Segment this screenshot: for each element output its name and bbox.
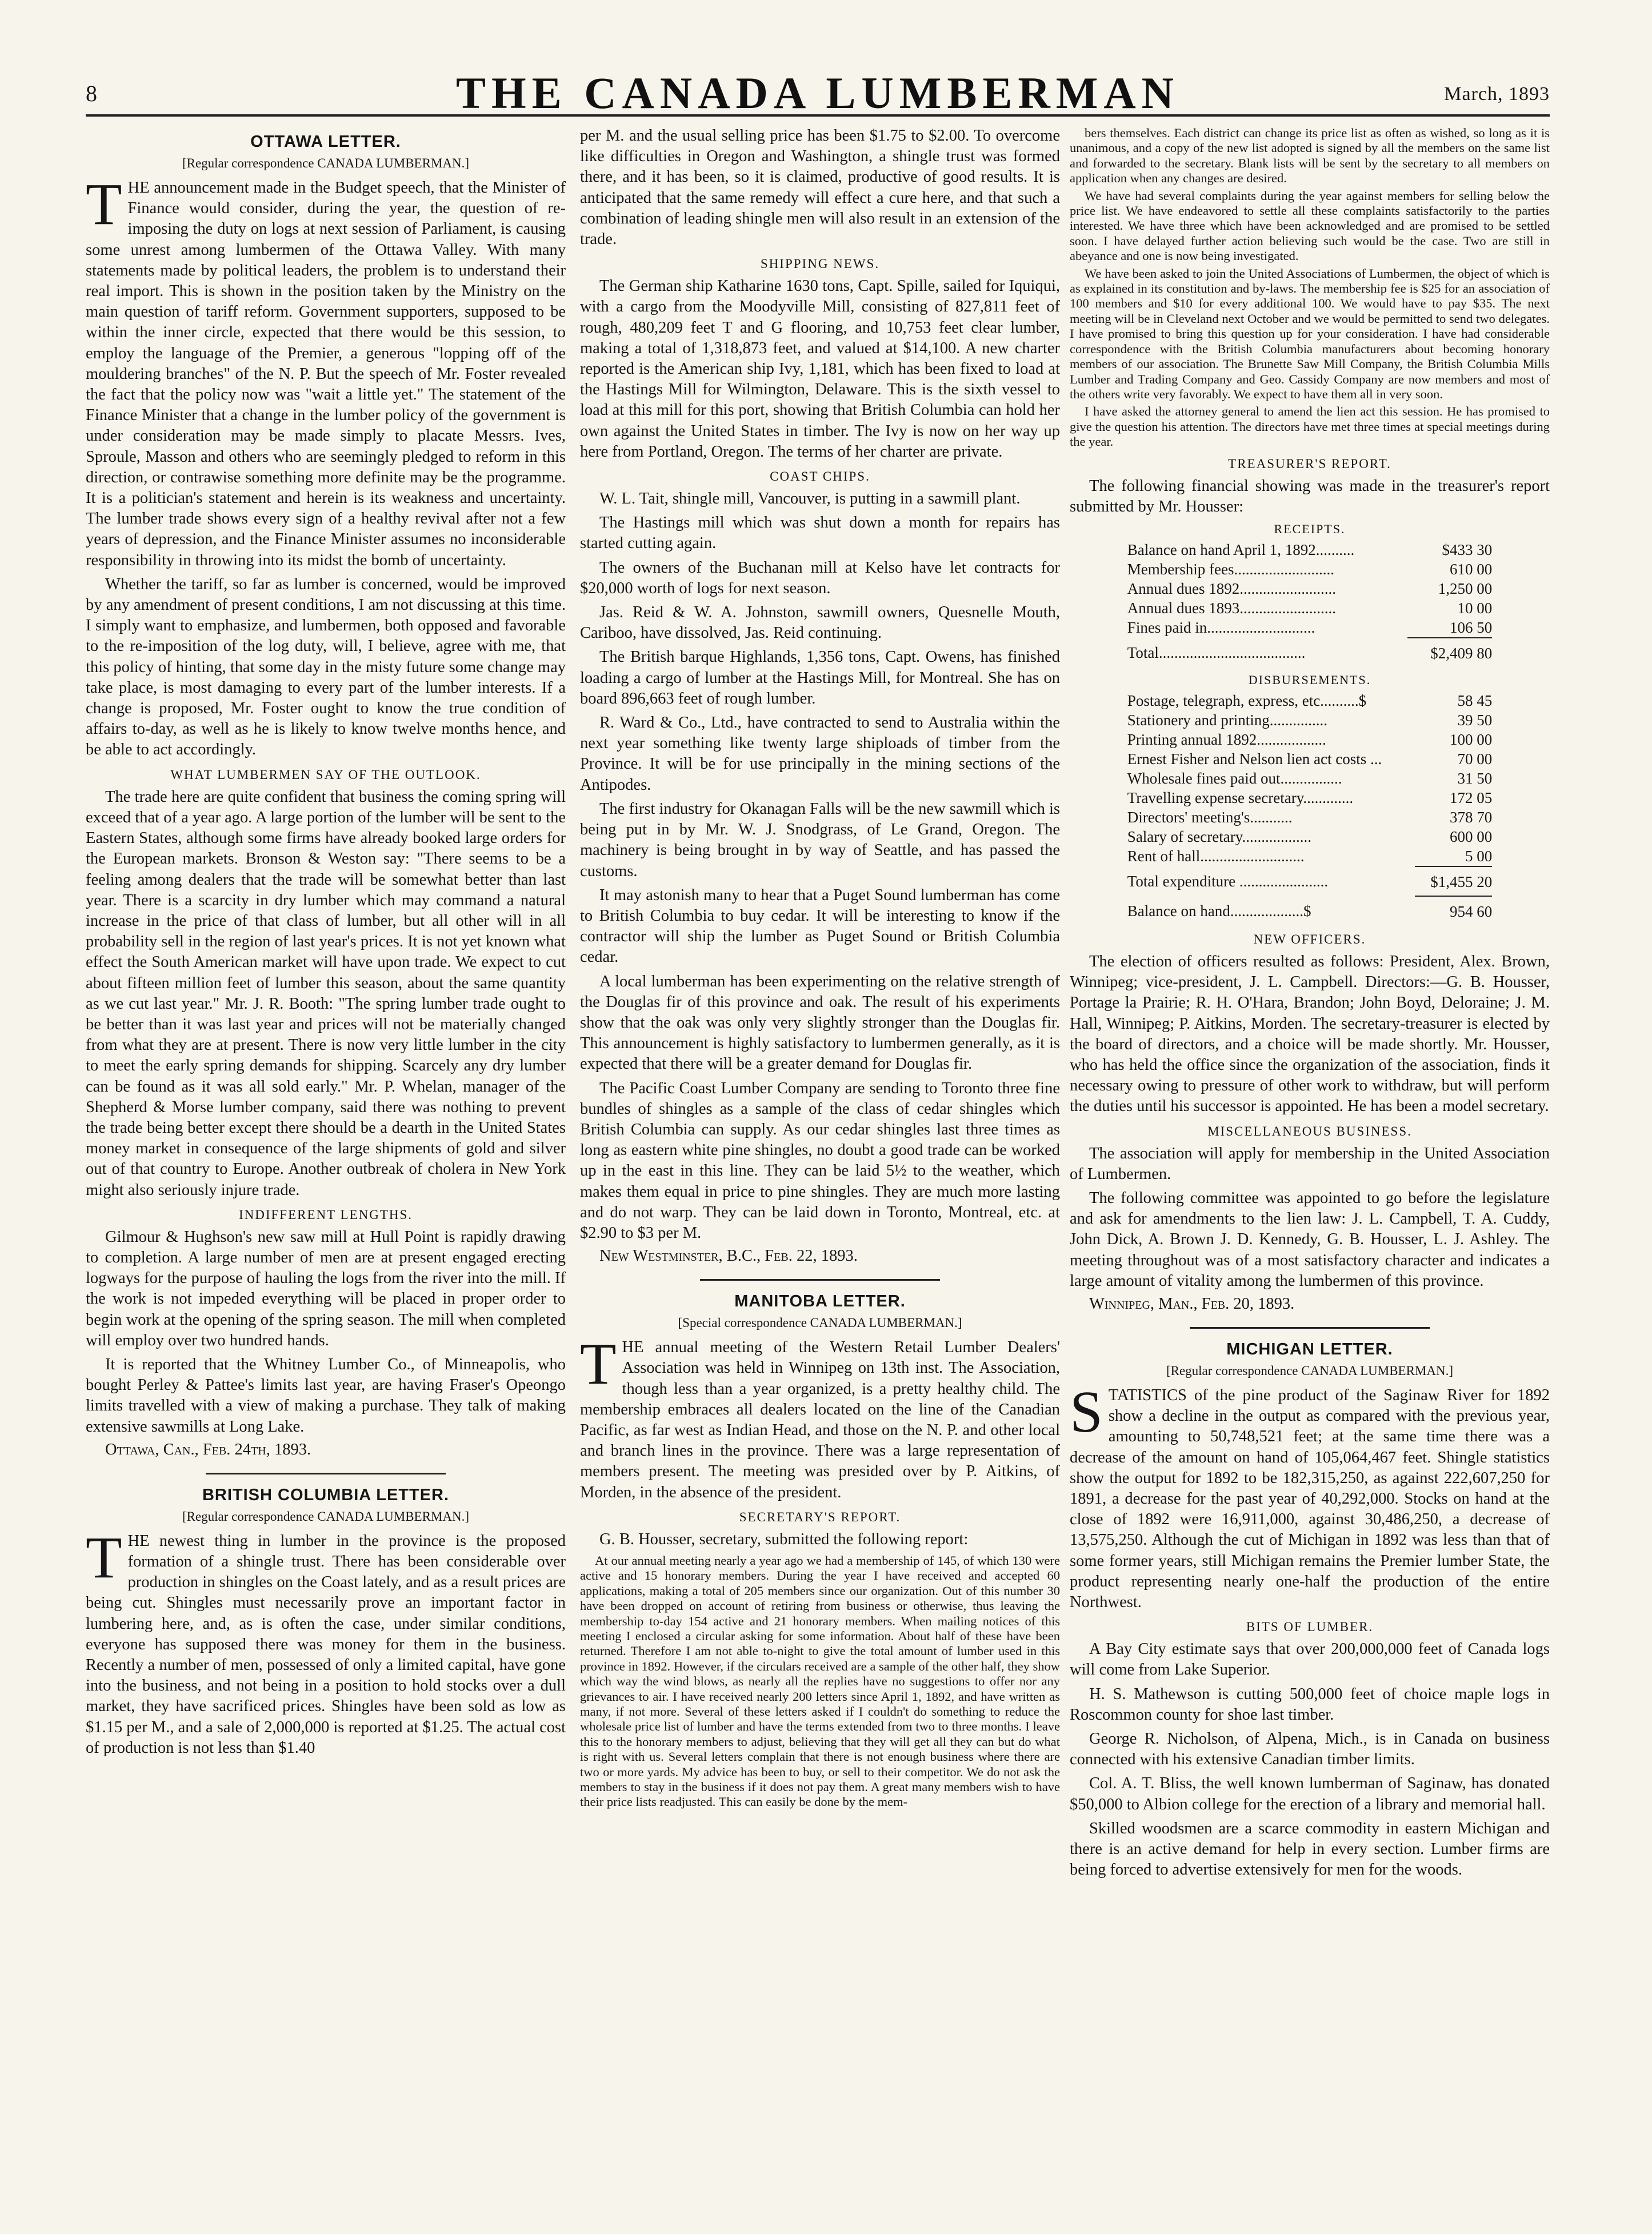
bits-item: Skilled woodsmen are a scarce commodity in eastern Michigan and there is an active demand for help in every section. Lumber firms are being forced to advertise extensively for men for the woods. <box>1070 1819 1550 1879</box>
manitoba-letter-byline: [Special correspondence CANADA LUMBERMAN.] <box>678 1316 962 1330</box>
section-subhead: SECRETARY'S REPORT. <box>739 1509 901 1524</box>
column-3 <box>1070 126 1550 2205</box>
ottawa-paragraph: Whether the tariff, so far as lumber is concerned, would be improved by any amendment of present conditions, I am not discussing at this time. I simply want to emphasize, and lumbermen, both opposed and favorable to the re-imposition of the log duty, will, I believe, agree with me, that this policy of hinting, that some day in the misty future some change may take place, is most damaging to every part of the lumber interests. If a change is proposed, Mr. Foster ought to know the true condition of affairs to-day, as well as he is likely to know twelve months hence, and be able to act accordingly. <box>86 575 566 759</box>
coast-chip-item: The Hastings mill which was shut down a month for repairs has started cutting again. <box>580 514 1060 553</box>
bc-paragraph: THE newest thing in lumber in the province is the proposed formation of a shingle trust. There has been considerable over production in shingles on the Coast lately, and as a result prices are being cut. Shingles must necessarily prove an important factor in lumbering here, and, as is often the case, under similar conditions, everyone has supposed there was money for them in the business. Recently a number of men, possessed of only a limited capital, have gone into the business, and not being in a position to hold stocks over a dull market, they have sacrificed prices. Shingles have been sold as low as $1.15 per M., and a sale of 2,000,000 is reported at $1.25. The actual cost of production is not less than $1.40 <box>86 1524 566 1757</box>
disbursement-row <box>1127 691 1492 710</box>
page-number: 8 <box>86 81 97 106</box>
disbursement-row <box>1127 788 1492 808</box>
manitoba-letter-title: MANITOBA LETTER. <box>734 1292 906 1311</box>
ledger-item: Fines paid in............................ <box>1127 618 1315 636</box>
ledger-item: Balance on hand April 1, 1892.......... <box>1127 541 1355 558</box>
shipping-paragraph: The German ship Katharine 1630 tons, Capt. Spille, sailed for Iquiqui, with a cargo from the Moodyville Mill, consisting of 827,811 feet of rough, 480,209 feet T and G flooring, and 10,753 feet clear lumber, making a total of 1,318,873 feet, and valued at $14,100. A new charter reported is the American ship Ivy, 1,181, which has been fixed to load at the Hastings Mill for Wilmington, Delaware. This is the sixth vessel to load at this mill for this port, showing that British Columbia can hold her own against the United States in timber. The Ivy is now on her way up here from Portland, Oregon. The terms of her charter are private. <box>580 277 1060 461</box>
michigan-paragraph: STATISTICS of the pine product of the Saginaw River for 1892 show a decline in the output as compared with the previous year, amounting to 50,748,521 feet; at the same time there was a decrease of the amount on hand of 105,064,467 feet. Shingle statistics show the output for 1892 to be 182,315,250, as against 222,607,250 for 1891, a decrease for the past year of 40,292,000. Stocks on hand at the close of 1892 were 16,911,000, against 30,486,250, a decrease of 13,575,250. Although the cut of Michigan in 1892 was less than that of some former years, still Michigan remains the Premier lumber State, the product representing nearly one-half the production of the entire Northwest. <box>1070 1378 1550 1612</box>
coast-chip-item: It may astonish many to hear that a Puget Sound lumberman has come to British Columbia to buy cedar. It will be interesting to know if the contractor will ship the lumber as Puget Sound or British Columbia cedar. <box>580 886 1060 966</box>
ottawa-paragraph: It is reported that the Whitney Lumber Co., of Minneapolis, who bought Perley & Pattee's limits last year, are having Fraser's Opeongo limits travelled with a view of making a purchase. They talk of making extensive sawmills at Long Lake. <box>86 1355 566 1436</box>
ledger-item: Annual dues 1892......................... <box>1127 580 1337 597</box>
masthead-rule <box>86 114 1550 117</box>
ledger-amount: 31 50 <box>1457 769 1493 787</box>
ledger-item: Annual dues 1893......................... <box>1127 599 1337 617</box>
ledger-amount: $433 30 <box>1442 541 1493 558</box>
receipt-row <box>1127 618 1492 638</box>
secretary-report-continued <box>1070 126 1550 450</box>
ottawa-letter-byline: [Regular correspondence CANADA LUMBERMAN.] <box>182 156 470 170</box>
section-subhead: COAST CHIPS. <box>770 469 870 484</box>
section-subhead: TREASURER'S REPORT. <box>1228 456 1391 471</box>
ledger-amount: 172 05 <box>1449 789 1493 806</box>
masthead-row <box>86 67 1550 119</box>
disbursements-table <box>1127 691 1492 925</box>
ledger-amount: 610 00 <box>1449 560 1493 578</box>
michigan-letter-byline: [Regular correspondence CANADA LUMBERMAN.] <box>1166 1363 1454 1378</box>
ledger-item: Balance on hand...................$ <box>1127 902 1311 920</box>
ledger-item: Travelling expense secretary............. <box>1127 789 1354 806</box>
article-divider <box>206 1473 446 1474</box>
bits-item: H. S. Mathewson is cutting 500,000 feet of choice maple logs in Roscommon county for shoe last timber. <box>1070 1685 1550 1724</box>
article-divider <box>1190 1327 1430 1329</box>
ledger-amount: 39 50 <box>1457 711 1493 729</box>
coast-chip-item: The first industry for Okanagan Falls will be the new sawmill which is being put in by Mr. W. J. Snodgrass, of Le Grand, Oregon. The machinery is being brought in by way of Seattle, and has passed the customs. <box>580 800 1060 880</box>
ledger-item: Ernest Fisher and Nelson lien act costs ... <box>1127 750 1382 768</box>
column-2 <box>580 126 1060 2205</box>
coast-chip-item: The British barque Highlands, 1,356 tons, Capt. Owens, has finished loading a cargo of lumber at the Hastings Mill, for Montreal. She has on board 896,663 feet of rough lumber. <box>580 648 1060 708</box>
bc-dateline: New Westminster, B.C., Feb. 22, 1893. <box>599 1247 858 1265</box>
ledger-amount: $2,409 80 <box>1407 638 1492 667</box>
ottawa-dateline: Ottawa, Can., Feb. 24th, 1893. <box>105 1440 311 1458</box>
section-subhead: WHAT LUMBERMEN SAY OF THE OUTLOOK. <box>170 767 481 782</box>
ottawa-paragraph: Gilmour & Hughson's new saw mill at Hull Point is rapidly drawing to completion. A large number of men are at present engaged erecting logways for the purpose of hauling the logs from the river into the mill. If the work is not impeded everything will be placed in proper order to begin work at the opening of the spring season. The mill when completed will employ over two hundred hands. <box>86 1228 566 1349</box>
ledger-item: Postage, telegraph, express, etc..........$ <box>1127 692 1367 709</box>
disbursement-row <box>1127 827 1492 846</box>
ledger-item: Membership fees.......................... <box>1127 560 1334 578</box>
disbursement-row <box>1127 769 1492 788</box>
ledger-amount: $1,455 20 <box>1415 866 1493 896</box>
ledger-amount: 600 00 <box>1449 828 1493 845</box>
column-1 <box>86 126 566 2205</box>
disbursement-row <box>1127 749 1492 769</box>
section-subhead: MISCELLANEOUS BUSINESS. <box>1207 1124 1412 1138</box>
disbursement-row <box>1127 730 1492 749</box>
disbursement-row <box>1127 846 1492 866</box>
receipt-row <box>1127 540 1492 560</box>
ottawa-paragraph: The trade here are quite confident that business the coming spring will exceed that of a year ago. A large portion of the lumber will be sent to the Eastern States, although some firms have already booked large orders for the European markets. Bronson & Weston say: "There seems to be a feeling among dealers that the trade will be somewhat better than last year. There is a scarcity in dry lumber which may command a natural increase in the price of that class of lumber, but all other will in all probability sell in the region of last year's prices. It is not yet known what effect the South American market will have upon trade. We expect to cut about fifteen million feet of lumber this season, about the same quantity as we cut last year." Mr. J. R. Booth: "The spring lumber trade ought to be better than it was last year and prices will not be materially changed from what they are at present. There is now very little lumber in the city to meet the early spring demands for shipping. Scarcely any dry lumber can be found as it was all sold early." Mr. P. Whelan, manager of the Shepherd & Morse lumber company, said there was nothing to prevent the trade being better except there should be a dearth in the United States money market in consequence of the large shipments of gold and silver out of that country to Europe. Another outbreak of cholera in New York might also seriously injure trade. <box>86 788 566 1199</box>
ledger-item: Directors' meeting's........... <box>1127 808 1293 826</box>
ledger-item: Wholesale fines paid out................ <box>1127 769 1342 787</box>
misc-paragraph: The following committee was appointed to go before the legislature and ask for amendments to the lien law: J. L. Campbell, T. A. Cuddy, John Dick, A. Brown J. D. Kennedy, G. B. Housser, L. J. Ashley. The meeting throughout was of a most satisfactory character and indicates a large amount of vitality among the lumbermen of this province. <box>1070 1189 1550 1290</box>
ledger-amount: 100 00 <box>1449 730 1493 748</box>
ledger-amount: 70 00 <box>1457 750 1493 768</box>
ottawa-paragraph: THE announcement made in the Budget speech, that the Minister of Finance would consider, during the year, the question of re-imposing the duty on logs at next session of Parliament, is causing some unrest among lumbermen of the Ottawa Valley. With many statements made by political leaders, the problem is to understand their real import. This is shown in the position taken by the Ministry on the main question of tariff reform. Government supporters, supposed to be within the inner circle, expected that there would be this session, to employ the language of the Premier, a generous "lopping off of the mouldering branches" of the N. P. But the speech of Mr. Foster revealed the fact that the policy now was "wait a little yet." The statement of the Finance Minister that a change in the lumber policy of the government is under consideration may be made simply to placate Messrs. Ives, Sproule, Masson and others who are seemingly pledged to reform in this direction, or contrawise something more definite may be the programme. It is a politician's statement and herein is its weakness and uncertainty. The lumber trade shows every sign of a healthy revival after not a few years of depression, and the Finance Minister assumes no inconsiderable responsibility in throwing into its midst the bomb of uncertainty. <box>86 171 566 569</box>
ledger-amount: 58 45 <box>1457 692 1493 709</box>
drop-cap: T <box>86 1524 122 1590</box>
ledger-amount: 5 00 <box>1465 847 1493 865</box>
bits-item: A Bay City estimate says that over 200,000,000 feet of Canada logs will come from Lake Superior. <box>1070 1640 1550 1679</box>
receipt-row <box>1127 579 1492 598</box>
receipts-label: RECEIPTS. <box>1274 521 1346 536</box>
secretary-report-text: I have asked the attorney general to amend the lien act this session. He has promised to give the question his attention. The directors have met three times at special meetings during the year. <box>1070 404 1550 449</box>
bits-item: Col. A. T. Bliss, the well known lumberman of Saginaw, has donated $50,000 to Albion college for the erection of a library and memorial hall. <box>1070 1775 1550 1813</box>
manitoba-paragraph: G. B. Housser, secretary, submitted the following report: <box>599 1530 969 1548</box>
ledger-amount: 106 50 <box>1449 618 1493 636</box>
michigan-letter-title: MICHIGAN LETTER. <box>1226 1340 1393 1358</box>
bc-letter-title: BRITISH COLUMBIA LETTER. <box>202 1485 450 1504</box>
officers-paragraph: The election of officers resulted as follows: President, Alex. Brown, Winnipeg; vice-president, J. L. Campbell. Directors:—G. B. Housser, Portage la Prairie; R. H. O'Hara, Brandon; John Boyd, Deloraine; J. M. Hall, Winnipeg; P. Aitkins, Morden. The secretary-treasurer is elected by the board of directors, and a choice will be made shortly. Mr. Housser, who has held the office since the organization of the association, finds it necessary owing to pressure of other work to withdraw, but will perform the duties until his successor is appointed. He has been a model secretary. <box>1070 952 1550 1116</box>
section-subhead: BITS OF LUMBER. <box>1246 1620 1374 1634</box>
ledger-item: Salary of secretary.................. <box>1127 828 1311 845</box>
ledger-item: Rent of hall........................... <box>1127 847 1305 865</box>
coast-chip-item: Jas. Reid & W. A. Johnston, sawmill owners, Quesnelle Mouth, Cariboo, have dissolved, Jas. Reid continuing. <box>580 604 1060 642</box>
expenditure-total-row <box>1127 866 1492 896</box>
article-divider <box>700 1279 940 1281</box>
misc-paragraph: The association will apply for membership in the United Association of Lumbermen. <box>1070 1144 1550 1183</box>
section-subhead: NEW OFFICERS. <box>1253 932 1366 946</box>
secretary-report-text: At our annual meeting nearly a year ago we had a membership of 145, of which 130 were active and 15 honorary members. During the year I have received and accepted 60 applications, making a total of 205 members since our organization. Out of this number 30 have been dropped on account of retiring from business or otherwise, thus leaving the membership to-day 154 active and 21 honorary members. When mailing notices of this meeting I enclosed a circular asking for some information. About half of these have been returned. Therefore I am not able to-night to give the total amount of lumber used in this province in 1892. However, if the circulars received are a sample of the other half, they show which way the wind blows, as nearly all the replies have no suggestions to offer nor any grievances to air. I have received nearly 200 letters since April 1, 1892, and have written as many, if not more. Several of these letters asked if I couldn't do something to reduce the wholesale price list of lumber and have the terms extended from two to three months. I leave this to the honorary members to adjust, believing that they will get all they can but do what is right with us. Several letters complain that there is not enough business where there are two or more yards. My advice has been to buy, or sell to their competitor. We do not ask the members to stay in the business if it does not pay them. A great many members wish to have their price lists readjusted. This can easily be done by the mem- <box>580 1553 1060 1809</box>
receipts-table <box>1127 540 1492 667</box>
section-subhead: INDIFFERENT LENGTHS. <box>238 1207 413 1222</box>
issue-date: March, 1893 <box>1444 83 1550 105</box>
bc-paragraph: per M. and the usual selling price has been $1.75 to $2.00. To overcome like difficulties in Oregon and Washington, a shingle trust was formed there, and it has been, so it is claimed, productive of good results. It is anticipated that the same remedy will effect a cure here, and that such a combination of leading shingle men will also result in an extension of the trade. <box>580 127 1060 249</box>
coast-chip-item: The owners of the Buchanan mill at Kelso have let contracts for $20,000 worth of logs for next season. <box>580 558 1060 597</box>
disbursements-label: DISBURSEMENTS. <box>1248 672 1371 687</box>
disbursement-row <box>1127 710 1492 730</box>
bits-item: George R. Nicholson, of Alpena, Mich., is in Canada on business connected with his extensive Canadian timber limits. <box>1070 1730 1550 1769</box>
bc-letter-byline: [Regular correspondence CANADA LUMBERMAN.] <box>182 1509 470 1524</box>
ottawa-letter-title: OTTAWA LETTER. <box>250 133 401 151</box>
ledger-item: Printing annual 1892.................. <box>1127 730 1326 748</box>
balance-row <box>1127 896 1492 925</box>
receipt-row <box>1127 560 1492 579</box>
bits-of-lumber-list <box>1070 1639 1550 1880</box>
section-subhead: SHIPPING NEWS. <box>760 257 880 271</box>
ledger-amount: 378 70 <box>1449 808 1493 826</box>
coast-chip-item: R. Ward & Co., Ltd., have contracted to send to Australia within the next year something like twenty large shiploads of timber from the Province. It will be for use principally in the mining sections of the Antipodes. <box>580 714 1060 794</box>
receipts-total-row <box>1127 638 1492 667</box>
receipt-row <box>1127 598 1492 618</box>
ledger-item: Total...................................... <box>1127 644 1306 661</box>
treasurer-intro: The following financial showing was made in the treasurer's report submitted by Mr. Housser: <box>1070 477 1550 515</box>
masthead-title: THE CANADA LUMBERMAN <box>455 68 1180 118</box>
ledger-item: Stationery and printing............... <box>1127 711 1328 729</box>
manitoba-paragraph: THE annual meeting of the Western Retail Lumber Dealers' Association was held in Winnipeg on 13th inst. The Association, though less than a year organized, is a pretty healthy child. The membership embraces all dealers located on the line of the Canadian Pacific, as far west as Indian Head, and those on the N. P. and other local and branch lines in the province. There was a large representation of members present. The meeting was presided over by P. Aitkins, of Morden, in the absence of the president. <box>580 1331 1060 1501</box>
secretary-report-text: bers themselves. Each district can change its price list as often as wished, so long as it is unanimous, and a copy of the new list adopted is signed by all the members on the same list and forwarded to the secretary. Blank lists will be sent by the secretary to all members on application when any changes are desired. <box>1070 126 1550 186</box>
coast-chip-item: The Pacific Coast Lumber Company are sending to Toronto three fine bundles of shingles as a sample of the class of cedar shingles which British Columbia can supply. As our cedar shingles last three times as long as eastern white pine shingles, no doubt a good trade can be worked up in the east in this line. They can be laid 5½ to the weather, which makes them equal in price to pine shingles. They are much more lasting and do not warp. They can be laid down in Toronto, Montreal, etc. at $2.90 to $3 per M. <box>580 1079 1060 1242</box>
ledger-item: Total expenditure ....................... <box>1127 872 1329 890</box>
secretary-report-text: We have had several complaints during the year against members for selling below the price list. We have endeavored to settle all these complaints satisfactorily to the parties interested. We have three which have been acknowledged and are promised to be settled soon. I have delayed further action believing such would be the case. Two are still in abeyance and one is now being investigated. <box>1070 188 1550 263</box>
drop-cap: S <box>1070 1378 1103 1445</box>
secretary-report-text: We have been asked to join the United Associations of Lumbermen, the object of which is as explained in its constitution and by-laws. The membership fee is $25 for an association of 100 members and $10 for every additional 100. We would have to pay $35. The next meeting will be in Cleveland next October and we would be permitted to send two delegates. I have promised to bring this question up for your consideration. I have had considerable correspondence with the British Columbia manufacturers about becoming honorary members of our association. The Brunette Saw Mill Company, the British Columbia Mills Lumber and Trading Company and Geo. Cassidy Company are now members and most of the others write very favorably. We expect to have them all in very soon. <box>1070 266 1550 401</box>
manitoba-dateline: Winnipeg, Man., Feb. 20, 1893. <box>1089 1294 1295 1313</box>
coast-chip-item: A local lumberman has been experimenting on the relative strength of the Douglas fir of this province and oak. The result of his experiments show that the oak was only very slightly stronger than the Douglas fir. This announcement is highly satisfactory to lumbermen generally, as it is expected that there will be a greater demand for Douglas fir. <box>580 972 1060 1073</box>
drop-cap: T <box>86 171 122 237</box>
coast-chips-list <box>580 489 1060 1244</box>
ledger-amount: 10 00 <box>1457 599 1493 617</box>
drop-cap: T <box>580 1331 617 1397</box>
disbursement-row <box>1127 808 1492 827</box>
ledger-amount: 954 60 <box>1415 896 1493 925</box>
coast-chip-item: W. L. Tait, shingle mill, Vancouver, is putting in a sawmill plant. <box>599 490 1021 508</box>
ledger-amount: 1,250 00 <box>1438 580 1493 597</box>
